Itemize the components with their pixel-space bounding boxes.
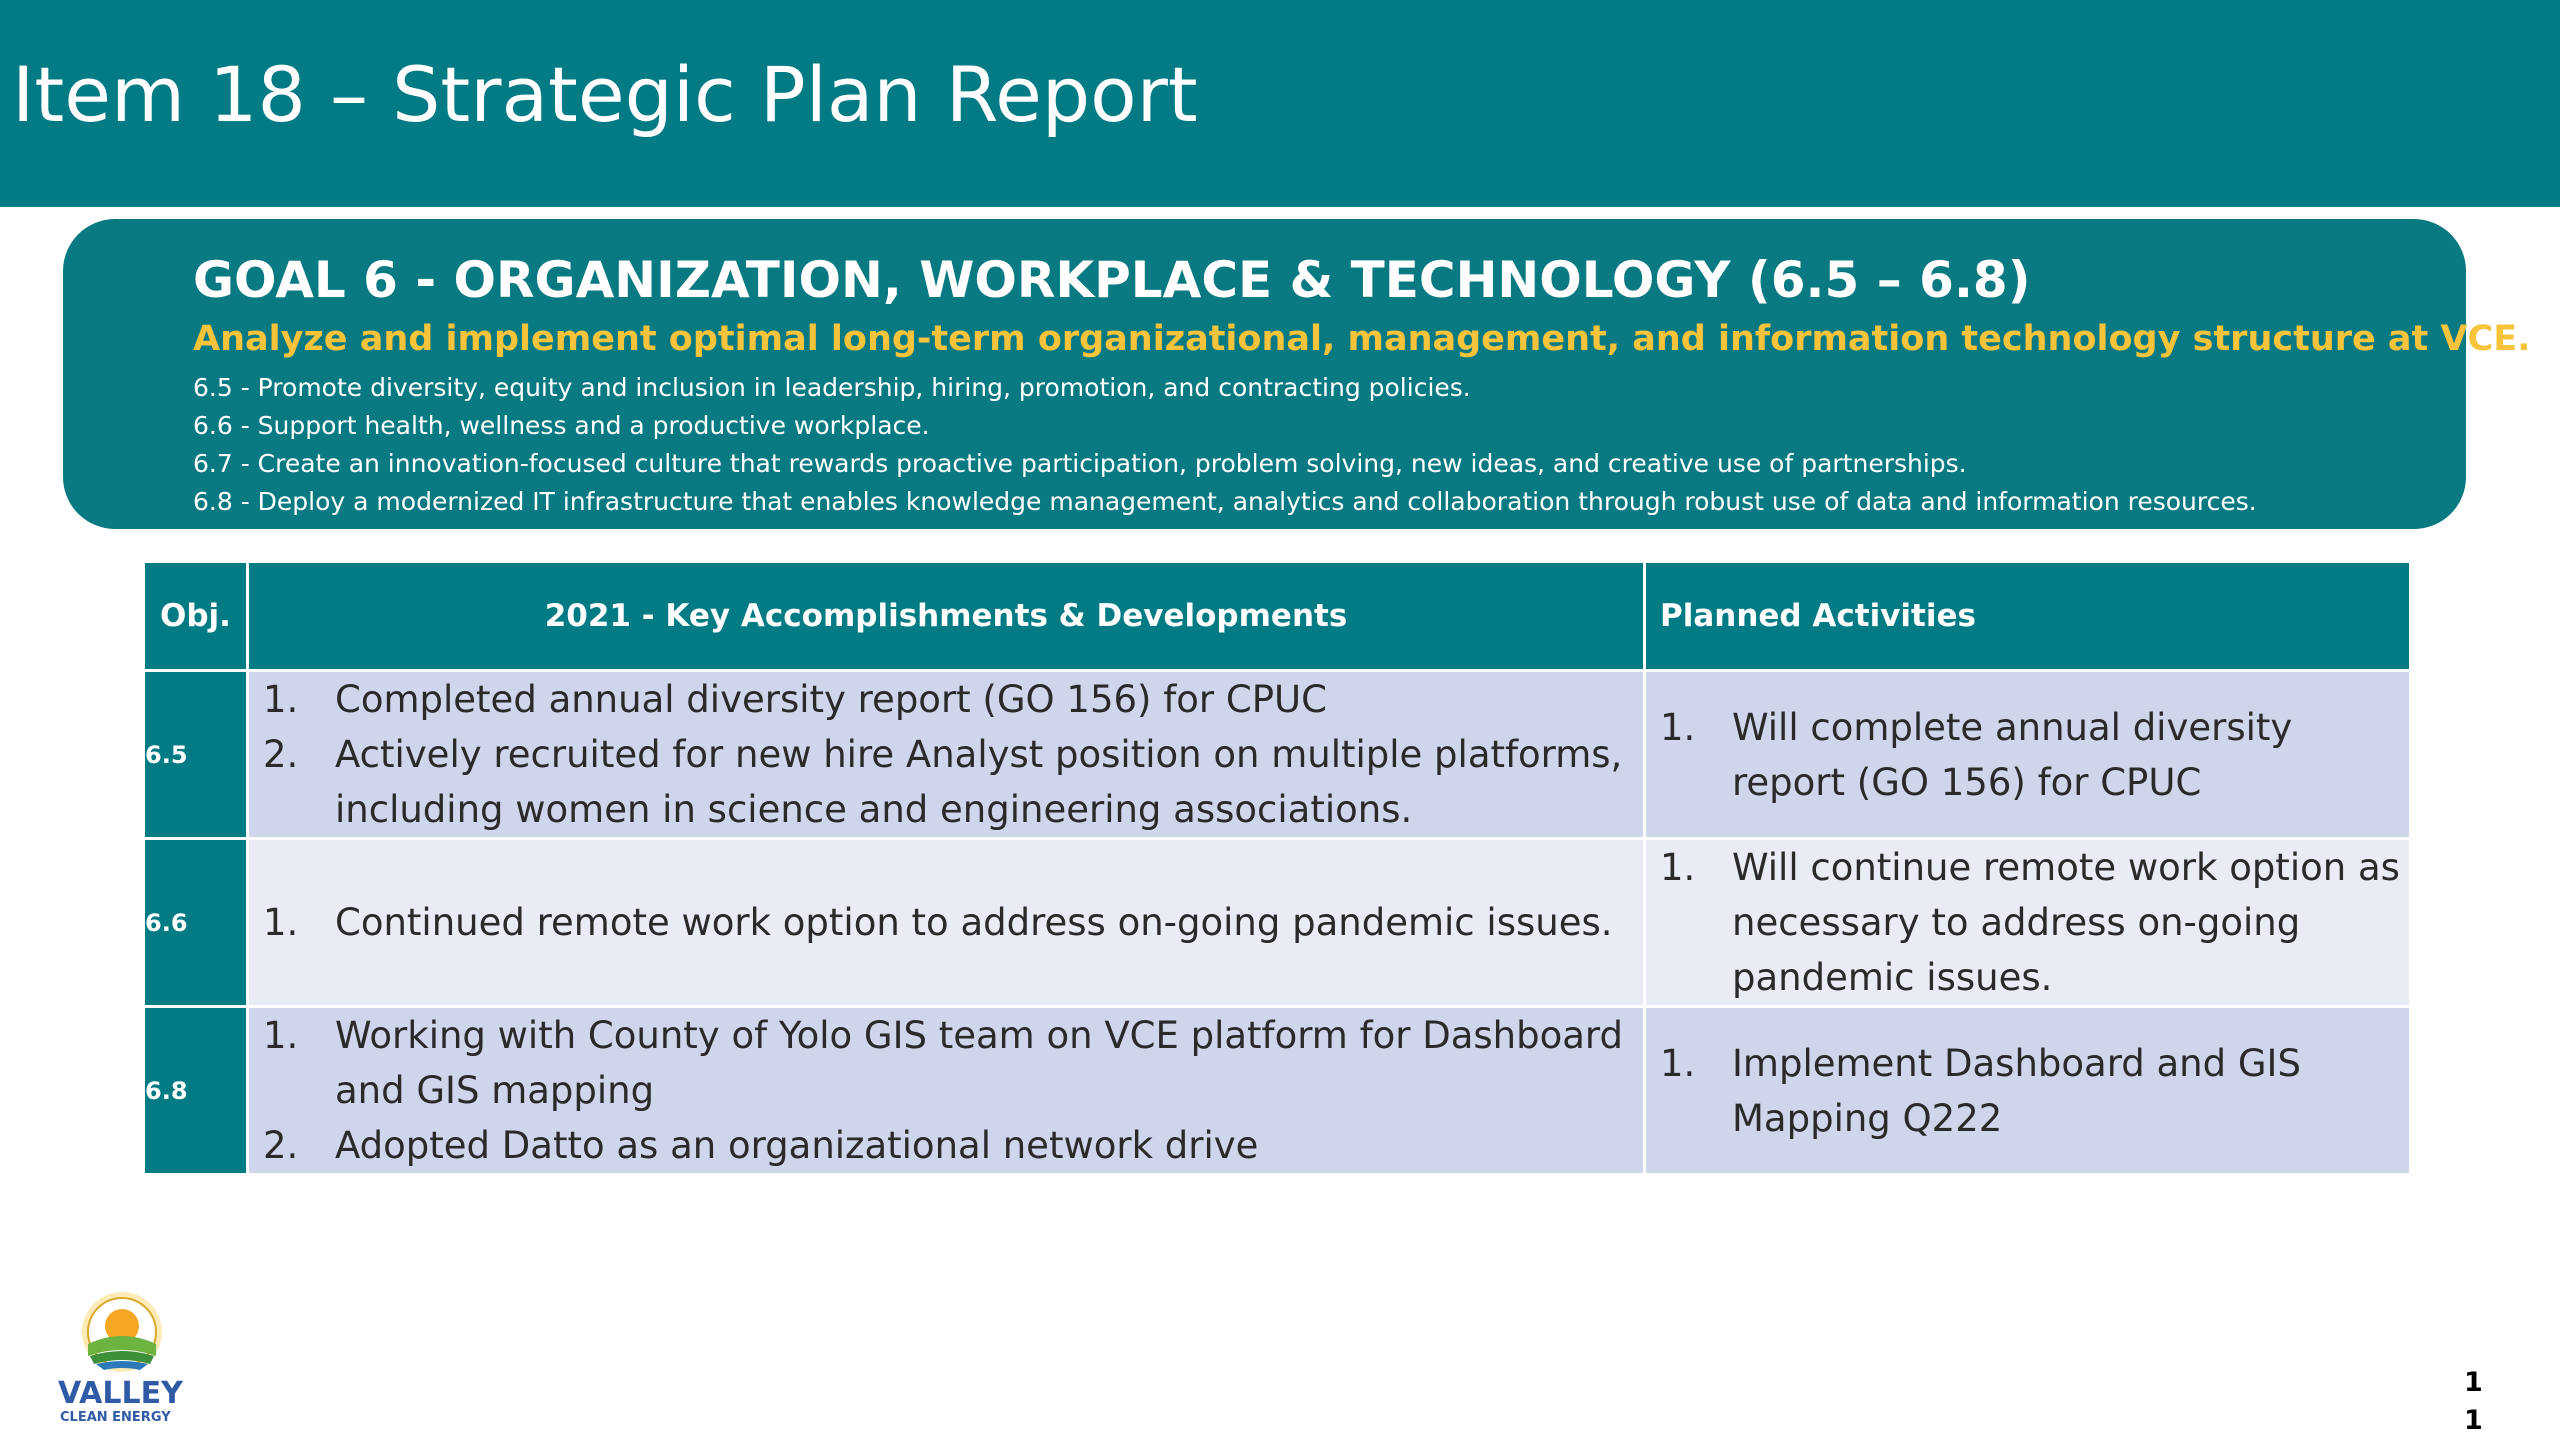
objective-item: 6.7 - Create an innovation-focused culture that rewards proactive participation, problem solving, new ideas, and creative use of partnerships. <box>193 449 1967 478</box>
objective-item: 6.6 - Support health, wellness and a productive workplace. <box>193 411 930 440</box>
strategic-plan-table <box>142 560 2412 1176</box>
obj-cell: 6.6 <box>144 839 248 1007</box>
list-item: 2. Actively recruited for new hire Analyst position on multiple platforms, including women in science and engineering associations. <box>263 733 1623 831</box>
accomplishments-cell <box>248 671 1645 839</box>
accomplishments-cell <box>248 1007 1645 1175</box>
objective-list <box>193 369 2257 521</box>
header-bar <box>0 0 2560 207</box>
header-obj: Obj. <box>144 562 248 671</box>
list-item: 1. Will continue remote work option as necessary to address on-going pandemic issues. <box>1660 846 2400 999</box>
obj-cell: 6.8 <box>144 1007 248 1175</box>
list-item: 1. Working with County of Yolo GIS team on VCE platform for Dashboard and GIS mapping <box>263 1014 1623 1112</box>
obj-cell: 6.5 <box>144 671 248 839</box>
table-header-row <box>144 562 2411 671</box>
table-row <box>144 671 2411 839</box>
list-item: 2. Adopted Datto as an organizational network drive <box>263 1124 1259 1167</box>
header-planned: Planned Activities <box>1645 562 2411 671</box>
goal-subtitle: Analyze and implement optimal long-term organizational, management, and information technology structure at VCE. <box>193 319 2531 359</box>
table-row <box>144 1007 2411 1175</box>
logo-text-valley: VALLEY <box>58 1376 183 1411</box>
planned-cell <box>1645 839 2411 1007</box>
goal-panel <box>63 219 2531 529</box>
accomplishments-cell <box>248 839 1645 1007</box>
planned-cell <box>1645 671 2411 839</box>
page-title: Item 18 – Strategic Plan Report <box>12 50 1198 139</box>
list-item: 1. Implement Dashboard and GIS Mapping Q222 <box>1660 1041 2301 1140</box>
logo-text-clean-energy: CLEAN ENERGY <box>60 1410 171 1425</box>
planned-cell <box>1645 1007 2411 1175</box>
table-row <box>144 839 2411 1007</box>
list-item: 1. Completed annual diversity report (GO 156) for CPUC <box>263 678 1327 721</box>
header-accomplishments: 2021 - Key Accomplishments & Developments <box>248 562 1645 671</box>
objective-item: 6.5 - Promote diversity, equity and inclusion in leadership, hiring, promotion, and contracting policies. <box>193 373 1471 402</box>
objective-item: 6.8 - Deploy a modernized IT infrastructure that enables knowledge management, analytics and collaboration through robust use of data and information resources. <box>193 487 2257 516</box>
page-number: 11 <box>2464 1367 2483 1436</box>
goal-title: GOAL 6 - ORGANIZATION, WORKPLACE & TECHNOLOGY (6.5 – 6.8) <box>193 251 2031 309</box>
list-item: 1. Continued remote work option to address on-going pandemic issues. <box>263 901 1613 944</box>
list-item: 1. Will complete annual diversity report (GO 156) for CPUC <box>1660 705 2293 804</box>
